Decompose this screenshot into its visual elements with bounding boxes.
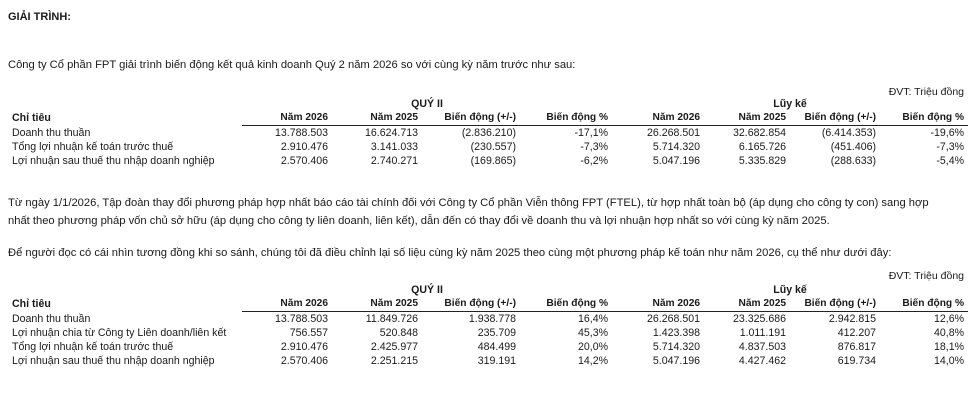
table-row (10, 154, 968, 168)
table-cell: 1.011.191 (739, 327, 787, 339)
row-label: Tổng lợi nhuận kế toán trước thuế (12, 141, 174, 153)
table-cell: (2.836.210) (461, 127, 516, 139)
table2-header-label: Chỉ tiêu (12, 298, 51, 311)
row-label: Lợi nhuận chia từ Công ty Liên doanh/liên kết (12, 327, 227, 339)
table2-header-cell: Biến động (+/-) (790, 297, 880, 312)
row-label: Lợi nhuận sau thuế thu nhập doanh nghiệp (12, 155, 215, 167)
table2-header-cell: Năm 2025 (704, 297, 790, 312)
table-cell: 1.423.398 (652, 327, 701, 339)
table-cell: 26.268.501 (647, 313, 701, 325)
table-cell: 4.837.503 (738, 341, 787, 353)
row-label: Doanh thu thuần (12, 126, 91, 139)
method-change-line-1: Từ ngày 1/1/2026, Tập đoàn thay đổi phương pháp hợp nhất báo cáo tài chính đối với Công ty Cổ phần Viễn thông FPT (FTEL), từ hợp nhất toàn bộ (áp dụng cho công ty con) sang hợp (8, 197, 929, 209)
table-cell: 1.938.778 (468, 313, 516, 325)
table2-header-cell: Biến động (+/-) (422, 297, 520, 312)
table1-group-ytd: Lũy kế (773, 98, 807, 110)
table-cell: 5.047.196 (652, 155, 701, 167)
table1-header-cell: Năm 2025 (704, 111, 790, 126)
table-cell: 235.709 (477, 327, 516, 339)
table-cell: 484.499 (477, 341, 516, 353)
table1-header-cell: Năm 2026 (242, 111, 332, 126)
table-cell: 23.325.686 (733, 313, 787, 325)
table1-header-cell: Năm 2026 (612, 111, 704, 126)
table-cell: 40,8% (934, 327, 965, 339)
row-label: Tổng lợi nhuận kế toán trước thuế (12, 341, 174, 353)
table-cell: 6.165.726 (738, 141, 787, 153)
table-cell: -7,3% (580, 141, 609, 153)
table1-header-label: Chỉ tiêu (12, 112, 51, 125)
table-cell: 5.714.320 (652, 141, 701, 153)
table-cell: -7,3% (936, 141, 965, 153)
table1-group-quarter: QUÝ II (411, 98, 443, 110)
table2-header-row (10, 297, 968, 312)
method-change-line-2: nhất theo phương pháp vốn chủ sở hữu (áp dụng cho công ty liên doanh, liên kết), dẫn đến có thay đổi về doanh thu và lợi nhuận hợp nhất so với cùng kỳ năm 2025. (8, 215, 830, 227)
table2-header-cell: Năm 2026 (242, 297, 332, 312)
table-cell: 2.425.977 (370, 341, 418, 353)
table1-group-row (10, 97, 968, 111)
table-cell: 2.740.271 (370, 155, 418, 167)
adjustment-paragraph: Để người đọc có cái nhìn tương đồng khi so sánh, chúng tôi đã điều chỉnh lại số liệu cùng kỳ năm 2025 theo cùng một phương pháp kế toán như năm 2026, cụ thể như dưới đây: (8, 247, 892, 259)
table-row (10, 126, 968, 141)
table-cell: -19,6% (930, 127, 965, 139)
unit-label-1: ĐVT: Triệu đồng (888, 86, 964, 98)
table2-group-ytd: Lũy kế (773, 284, 807, 296)
table-cell: 14,2% (578, 355, 609, 367)
table-cell: -6,2% (580, 155, 609, 167)
table-cell: 756.557 (289, 327, 328, 339)
table-cell: (288.633) (830, 155, 877, 167)
table-cell: 319.191 (477, 355, 516, 367)
table-cell: -17,1% (574, 127, 609, 139)
table1-header-cell: Năm 2025 (332, 111, 422, 126)
unit-label-2: ĐVT: Triệu đồng (888, 270, 964, 282)
table-cell: (6.414.353) (821, 127, 877, 139)
table-cell: 412.207 (837, 327, 877, 339)
results-table-1 (10, 97, 968, 168)
table-cell: 16.624.713 (364, 127, 418, 139)
table2-group-quarter: QUÝ II (411, 284, 443, 296)
table-cell: 520.848 (379, 327, 418, 339)
table2-group-row (10, 283, 968, 297)
table-cell: 2.910.476 (280, 341, 328, 353)
table-cell: 11.849.726 (365, 313, 418, 325)
section-heading: GIẢI TRÌNH: (8, 11, 71, 23)
table-row (10, 140, 968, 154)
table1-header-row (10, 111, 968, 126)
table-cell: 12,6% (934, 313, 965, 325)
intro-paragraph: Công ty Cổ phần FPT giải trình biến động kết quả kinh doanh Quý 2 năm 2026 so với cùng kỳ năm trước như sau: (8, 59, 576, 71)
table-cell: 2.251.215 (370, 355, 418, 367)
row-label: Lợi nhuận sau thuế thu nhập doanh nghiệp (12, 355, 215, 367)
table-cell: 4.427.462 (738, 355, 787, 367)
table-cell: 2.570.406 (280, 155, 328, 167)
row-label: Doanh thu thuần (12, 312, 91, 325)
table-cell: 2.910.476 (280, 141, 328, 153)
table2-header-cell: Năm 2025 (332, 297, 422, 312)
table1-header-cell: Biến động % (520, 111, 612, 126)
table-cell: 5.714.320 (652, 341, 701, 353)
table-cell: 876.817 (837, 341, 877, 353)
table-row (10, 354, 968, 368)
table-cell: 5.335.829 (738, 155, 787, 167)
table-cell: -5,4% (936, 155, 965, 167)
table-cell: 3.141.033 (370, 141, 418, 153)
table-cell: 32.682.854 (733, 127, 787, 139)
table-cell: 5.047.196 (652, 355, 701, 367)
table2-header-cell: Biến động % (520, 297, 612, 312)
table-cell: 2.570.406 (280, 355, 328, 367)
table-row (10, 326, 968, 340)
table-cell: 26.268.501 (647, 127, 701, 139)
table-cell: (230.557) (470, 141, 516, 153)
table-row (10, 312, 968, 327)
table-cell: (451.406) (830, 141, 877, 153)
table-cell: 13.788.503 (274, 127, 328, 139)
table-cell: 45,3% (578, 327, 609, 339)
table-cell: (169.865) (470, 155, 516, 167)
table2-header-cell: Biến động % (880, 297, 968, 312)
table-cell: 20,0% (578, 341, 609, 353)
table-cell: 18,1% (934, 341, 965, 353)
table1-header-cell: Biến động (+/-) (422, 111, 520, 126)
table-cell: 619.734 (837, 355, 877, 367)
table-cell: 2.942.815 (828, 313, 877, 325)
table-cell: 16,4% (578, 313, 609, 325)
table1-header-cell: Biến động (+/-) (790, 111, 880, 126)
table-cell: 14,0% (934, 355, 965, 367)
table-row (10, 340, 968, 354)
results-table-2 (10, 283, 968, 368)
table1-header-cell: Biến động % (880, 111, 968, 126)
table2-header-cell: Năm 2026 (612, 297, 704, 312)
table-cell: 13.788.503 (274, 313, 328, 325)
